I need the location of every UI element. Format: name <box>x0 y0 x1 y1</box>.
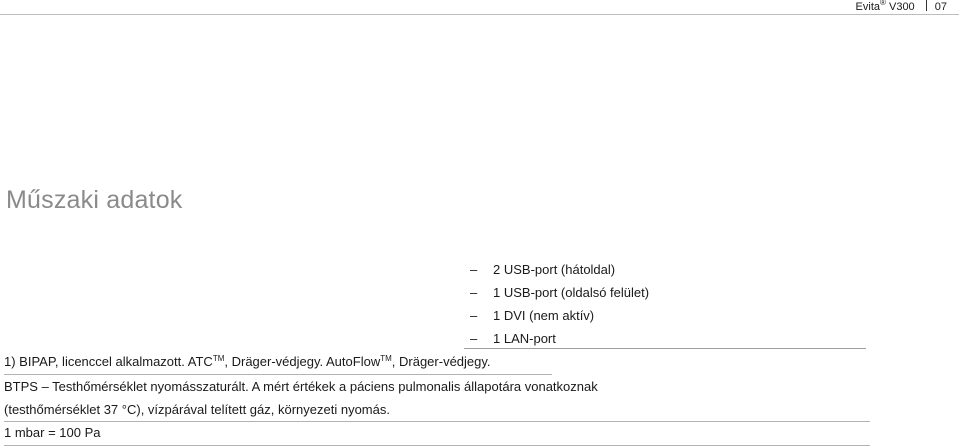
list-dash: – <box>470 285 478 300</box>
header-rule <box>0 14 959 15</box>
port-item-text: 1 USB-port (oldalsó felület) <box>493 285 650 300</box>
btps-line-2: (testhőmérséklet 37 °C), vízpárával telített gáz, környezeti nyomás. <box>4 402 390 417</box>
port-item <box>470 283 649 306</box>
port-item-text: 2 USB-port (hátoldal) <box>493 262 616 277</box>
btps-line-1: BTPS – Testhőmérséklet nyomásszaturált. A mért értékek a páciens pulmonalis állapotára vonatkoznak <box>4 379 598 394</box>
ports-rule <box>464 348 866 349</box>
list-dash: – <box>470 262 478 277</box>
trademark-mark: TM <box>380 354 392 363</box>
port-item-text: 1 LAN-port <box>493 331 556 346</box>
footnote-btps <box>4 375 870 422</box>
footnote-trademarks <box>4 351 552 375</box>
port-list <box>470 260 649 352</box>
port-item <box>470 260 649 283</box>
trademark-mark: TM <box>212 354 225 363</box>
footnotes <box>4 351 870 446</box>
page-title: Műszaki adatok <box>6 186 183 214</box>
footnote-mbar: 1 mbar = 100 Pa <box>4 422 870 446</box>
product-name: Evita <box>855 1 881 13</box>
page-number: 07 <box>934 1 947 13</box>
list-dash: – <box>470 308 478 323</box>
port-item-text: 1 DVI (nem aktív) <box>493 308 595 323</box>
footnote-text: , Dräger-védjegy. AutoFlow <box>224 354 381 369</box>
model-name: V300 <box>888 1 915 13</box>
footnote-text: 1) BIPAP, licenccel alkalmazott. ATC <box>4 354 213 369</box>
port-item <box>470 306 649 329</box>
registered-mark: ® <box>880 0 886 7</box>
running-header <box>856 0 947 14</box>
list-dash: – <box>470 331 478 346</box>
header-separator <box>926 0 927 11</box>
footnote-text: , Dräger-védjegy. <box>391 354 491 369</box>
